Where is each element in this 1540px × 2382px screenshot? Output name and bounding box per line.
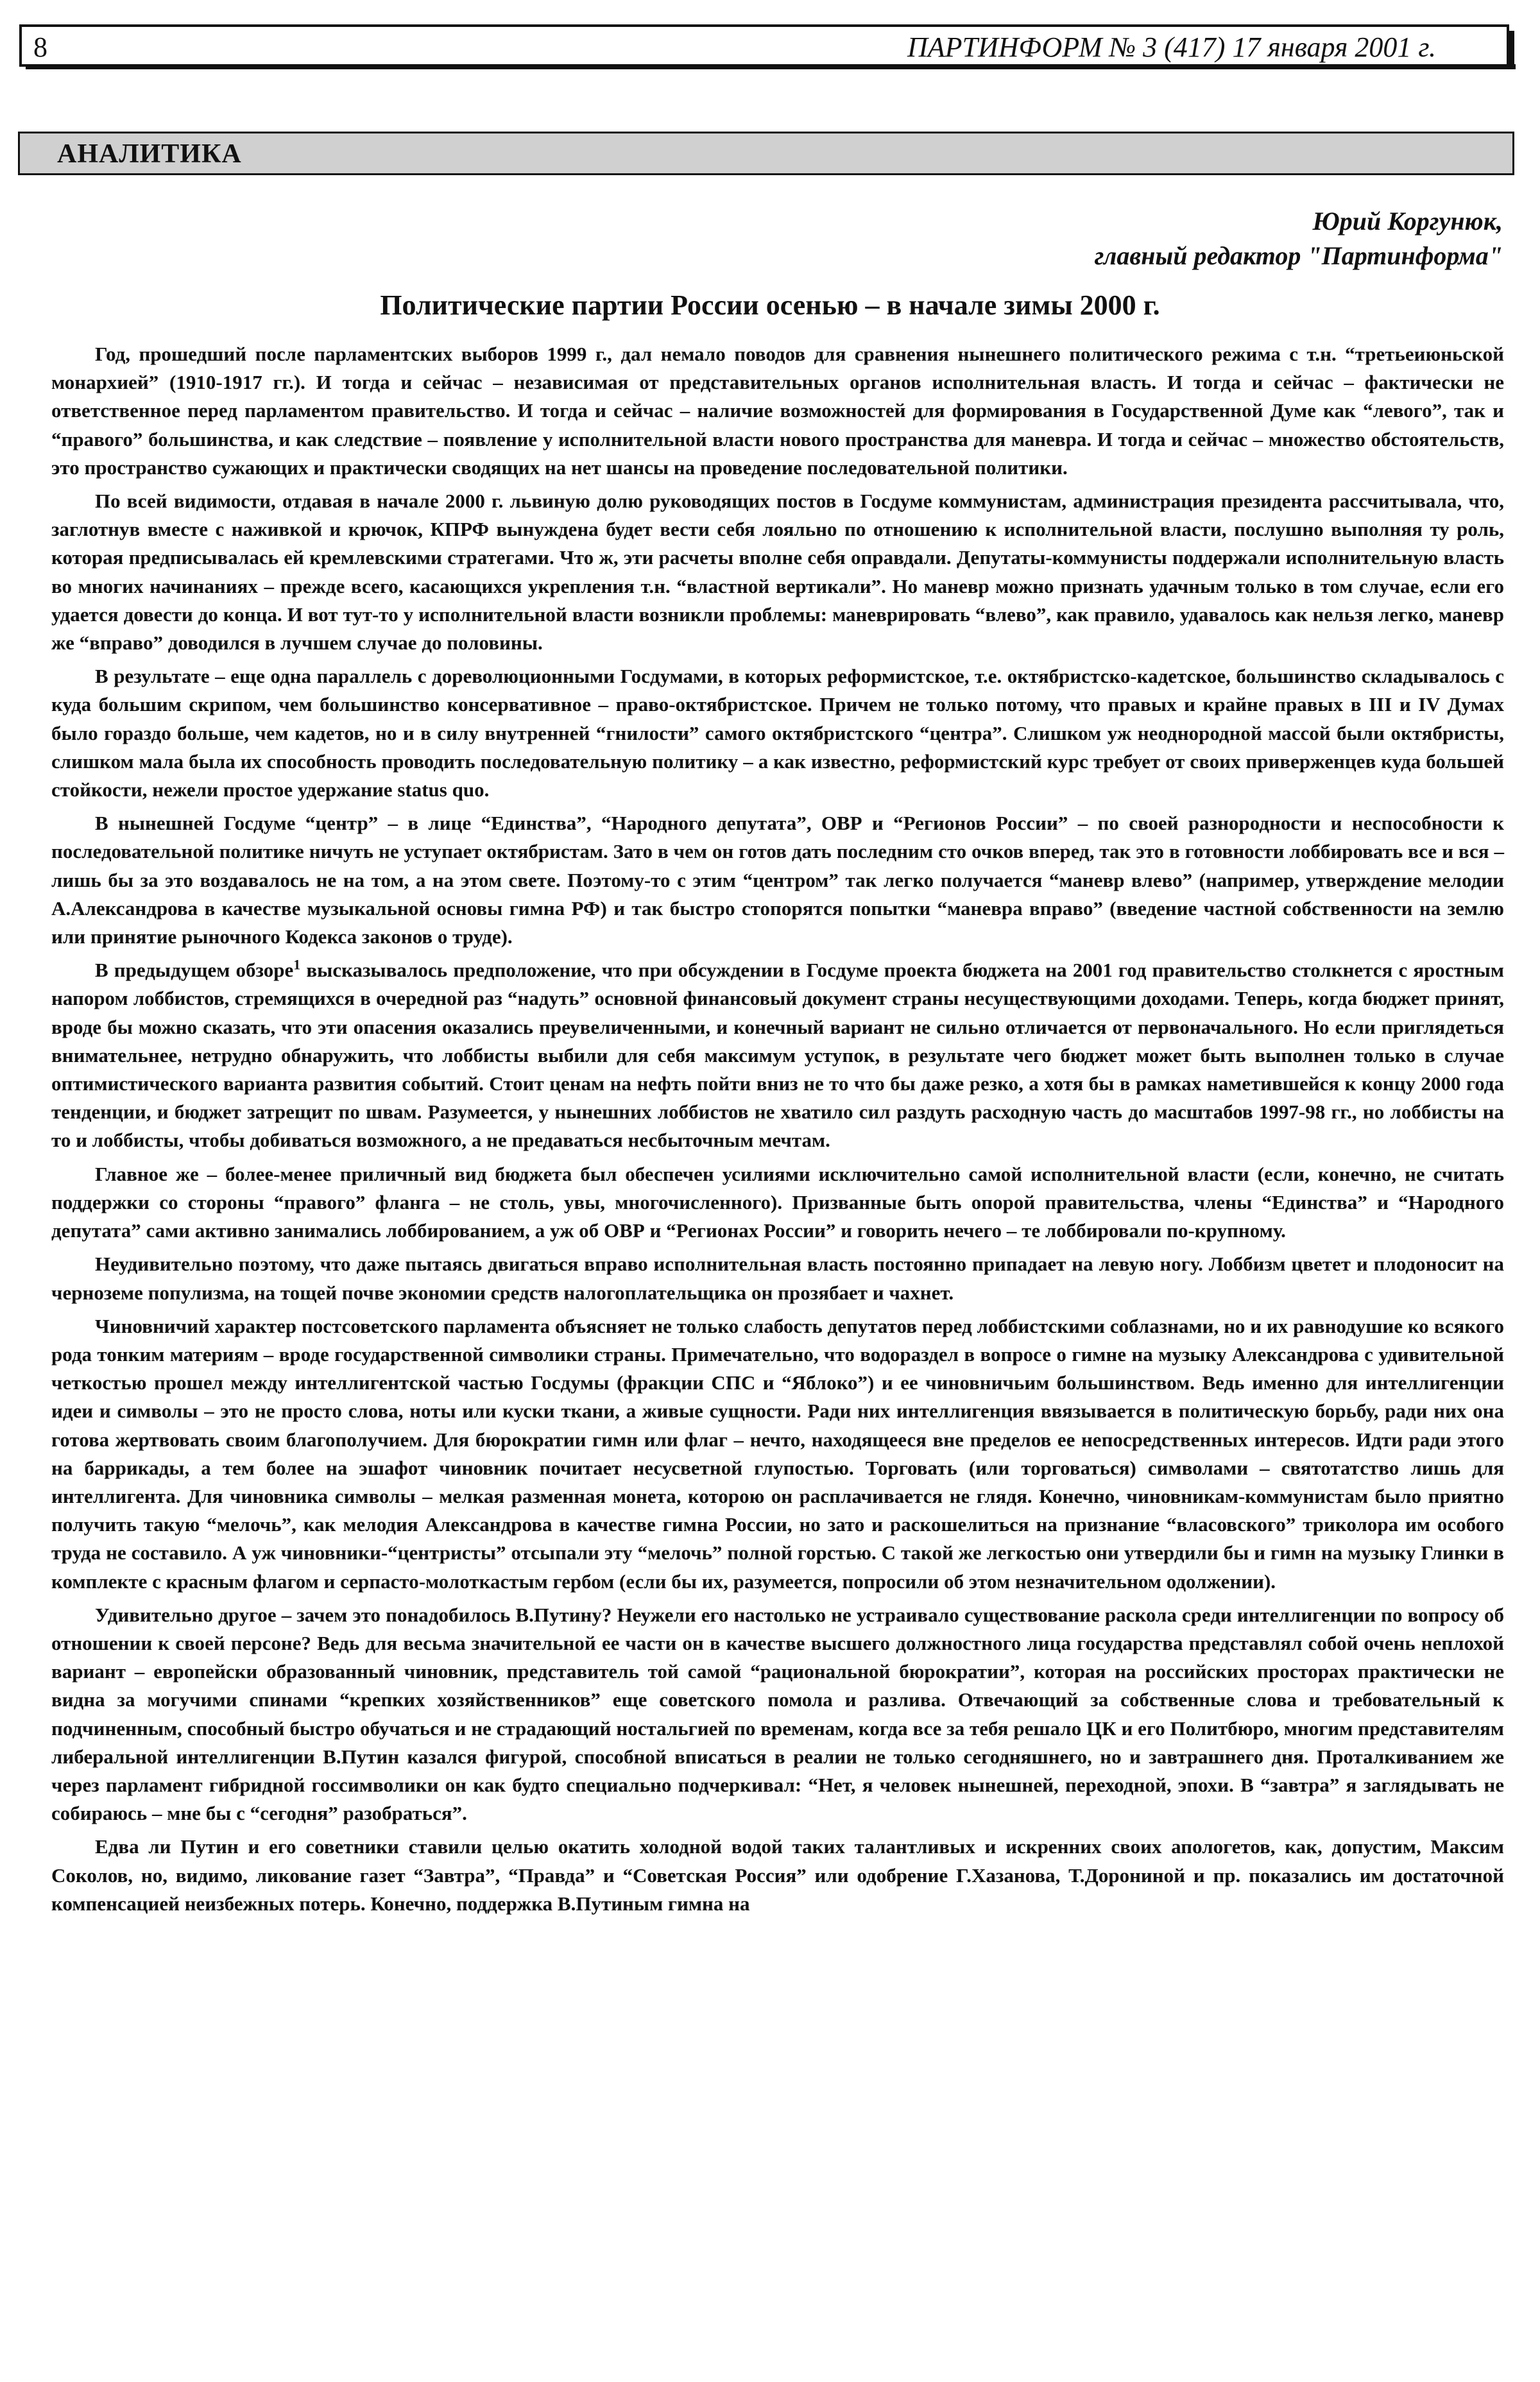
section-title: АНАЛИТИКА: [57, 139, 242, 169]
paragraph: Главное же – более-менее приличный вид бюджета был обеспечен усилиями исключительно самой исполнительной власти (если, конечно, не считать поддержки со стороны “правого” фланга – не столь, увы, многочисленного). Призванные быть опорой правительства, члены “Единства” и “Народного депутата” сами активно занимались лоббированием, а уж об ОВР и “Регионах России” и говорить нечего – те лоббировали по-крупному.: [51, 1162, 1504, 1242]
article-body: [51, 340, 1504, 1918]
paragraph: Едва ли Путин и его советники ставили целью окатить холодной водой таких талантливых и искренних своих апологетов, как, допустим, Максим Соколов, но, видимо, ликование газет “Завтра”, “Правда” и “Советская Россия” или одобрение Г.Хазанова, Т.Дорониной и пр. показались им достаточной компенсацией неизбежных потерь. Конечно, поддержка В.Путиным гимна на: [51, 1835, 1504, 1915]
paragraph: В результате – еще одна параллель с дореволюционными Госдумами, в которых реформистское, т.е. октябристско-кадетское, большинство складывалось с куда большим скрипом, чем большинство консервативное – право-октябристское. Причем не только потому, что правых и крайне правых в III и IV Думах было гораздо больше, чем кадетов, но и в силу внутренней “гнилости” самого октябристского “центра”. Слишком уж неоднородной массой были октябристы, слишком мала была их способность проводить последовательную политику – а как известно, реформистский курс требует от своих приверженцев куда большей стойкости, нежели простое удержание status quo.: [51, 665, 1504, 801]
footnote-marker[interactable]: 1: [293, 956, 301, 973]
masthead: ПАРТИНФОРМ № 3 (417) 17 января 2001 г.: [907, 31, 1436, 63]
paragraph: [51, 956, 1504, 1154]
byline-role: главный редактор "Партинформа": [1094, 241, 1503, 270]
paragraph: В нынешней Госдуме “центр” – в лице “Единства”, “Народного депутата”, ОВР и “Регионов России” – по своей разнородности и неспособности к последовательной политике ничуть не уступает октябристам. Зато в чем он готов дать последним сто очков вперед, так это в готовности лоббировать все и вся – лишь бы за это воздавалось не на том, а на этом свете. Поэтому-то с этим “центром” так легко получается “маневр влево” (например, утверждение мелодии А.Александрова в качестве музыкальной основы гимна РФ) и так быстро стопорятся попытки “маневра вправо” (введение частной собственности на землю или принятие рыночного Кодекса законов о труде).: [51, 812, 1504, 948]
page-number: 8: [33, 31, 47, 63]
byline-author: Юрий Коргунюк,: [1312, 207, 1503, 236]
paragraph: По всей видимости, отдавая в начале 2000 г. львиную долю руководящих постов в Госдуме коммунистам, администрация президента рассчитывала, что, заглотнув вместе с наживкой и крючок, КПРФ вынуждена будет вести себя лояльно по отношению к исполнительной власти, послушно выполняя ту роль, которая предписывалась ей кремлевскими стратегами. Что ж, эти расчеты вполне себя оправдали. Депутаты-коммунисты поддержали исполнительную власть во многих начинаниях – прежде всего, касающихся укрепления т.н. “властной вертикали”. Но маневр можно признать удачным только в том случае, если его удается довести до конца. И вот тут-то у исполнительной власти возникли проблемы: маневрировать “влево”, как правило, удавалось как нельзя легко, маневр же “вправо” доводился в лучшем случае до половины.: [51, 490, 1504, 655]
section-banner: [18, 132, 1514, 175]
byline: [1095, 204, 1503, 273]
article-headline: Политические партии России осенью – в начале зимы 2000 г.: [380, 289, 1160, 321]
paragraph: Неудивительно поэтому, что даже пытаясь двигаться вправо исполнительная власть постоянно припадает на левую ногу. Лоббизм цветет и плодоносит на черноземе популизма, на тощей почве экономии средств налогоплательщика он прозябает и чахнет.: [51, 1253, 1504, 1304]
page-header: [19, 24, 1509, 67]
paragraph-text: В предыдущем обзоре: [95, 959, 294, 982]
paragraph: Чиновничий характер постсоветского парламента объясняет не только слабость депутатов перед лоббистскими соблазнами, но и их равнодушие ко всякого рода тонким материям – вроде государственной символики страны. Примечательно, что водораздел в вопросе о гимне на музыку Александрова с удивительной четкостью прошел между интеллигентской частью Госдумы (фракции СПС и “Яблоко”) и ее чиновничьим большинством. Ведь именно для интеллигенции идеи и символы – это не просто слова, ноты или куски ткани, а живые сущности. Ради них интеллигенция ввязывается в политическую борьбу, ради них она готова жертвовать своим благополучием. Для бюрократии гимн или флаг – нечто, находящееся вне пределов ее непосредственных интересов. Идти ради этого на баррикады, а тем более на эшафот чиновник почитает несусветной глупостью. Торговать (или торговаться) символами – святотатство лишь для интеллигента. Для чиновника символы – мелкая разменная монета, которою он расплачивается не глядя. Конечно, чиновникам-коммунистам было приятно получить такую “мелочь”, как мелодия Александрова в качестве гимна России, но зато и раскошелиться на признание “власовского” триколора им особого труда не составило. А уж чиновники-“центристы” отсыпали эту “мелочь” полной горстью. С такой же легкостью они утвердили бы и гимн на музыку Глинки в комплекте с красным флагом и серпасто-молоткастым гербом (если бы их, разумеется, попросили об этом незначительном одолжении).: [51, 1314, 1504, 1593]
paragraph: Удивительно другое – зачем это понадобилось В.Путину? Неужели его настолько не устраивало существование раскола среди интеллигенции по вопросу об отношении к своей персоне? Ведь для весьма значительной ее части он в качестве высшего должностного лица государства представлял собой очень неплохой вариант – европейски образованный чиновник, представитель той самой “рациональной бюрократии”, которая на российских просторах практически не видна за могучими спинами “крепких хозяйственников” еще советского помола и разлива. Отвечающий за собственные слова и требовательный к подчиненным, способный быстро обучаться и не страдающий ностальгией по временам, когда все за тебя решало ЦК и его Политбюро, многим представителям либеральной интеллигенции В.Путин казался фигурой, способной вписаться в реалии не только сегодняшнего, но и завтрашнего дня. Проталкиванием же через парламент гибридной госсимволики он как будто специально подчеркивал: “Нет, я человек нынешней, переходной, эпохи. В “завтра” я заглядывать не собираюсь – мне бы с “сегодня” разобраться”.: [51, 1603, 1504, 1825]
paragraph-text: высказывалось предположение, что при обсуждении в Госдуме проекта бюджета на 2001 год правительство столкнется с яростным напором лоббистов, стремящихся в очередной раз “надуть” основной финансовый документ страны несуществующими доходами. Теперь, когда бюджет принят, вроде бы можно сказать, что эти опасения оказались преувеличенными, и конечный вариант не сильно отличается от первоначального. Но если приглядеться внимательнее, нетрудно обнаружить, что лоббисты выбили для себя максимум уступок, в результате чего бюджет может быть выполнен только в случае оптимистического варианта развития событий. Стоит ценам на нефть пойти вниз не то что бы даже резко, а хотя бы в рамках наметившейся к концу 2000 года тенденции, и бюджет затрещит по швам. Разумеется, у нынешних лоббистов не хватило сил раздуть расходную часть до масштабов 1997-98 гг., но лоббисты на то и лоббисты, чтобы добиваться возможного, а не предаваться несбыточным мечтам.: [51, 959, 1504, 1152]
paragraph: Год, прошедший после парламентских выборов 1999 г., дал немало поводов для сравнения нынешнего политического режима с т.н. “третьеиюньской монархией” (1910-1917 гг.). И тогда и сейчас – независимая от представительных органов исполнительная власть. И тогда и сейчас – фактически не ответственное перед парламентом правительство. И тогда и сейчас – наличие возможностей для формирования в Государственной Думе как “левого”, так и “правого” большинства, и как следствие – появление у исполнительной власти нового пространства для маневра. И тогда и сейчас – множество обстоятельств, это пространство сужающих и практически сводящих на нет шансы на проведение последовательной политики.: [51, 343, 1504, 479]
